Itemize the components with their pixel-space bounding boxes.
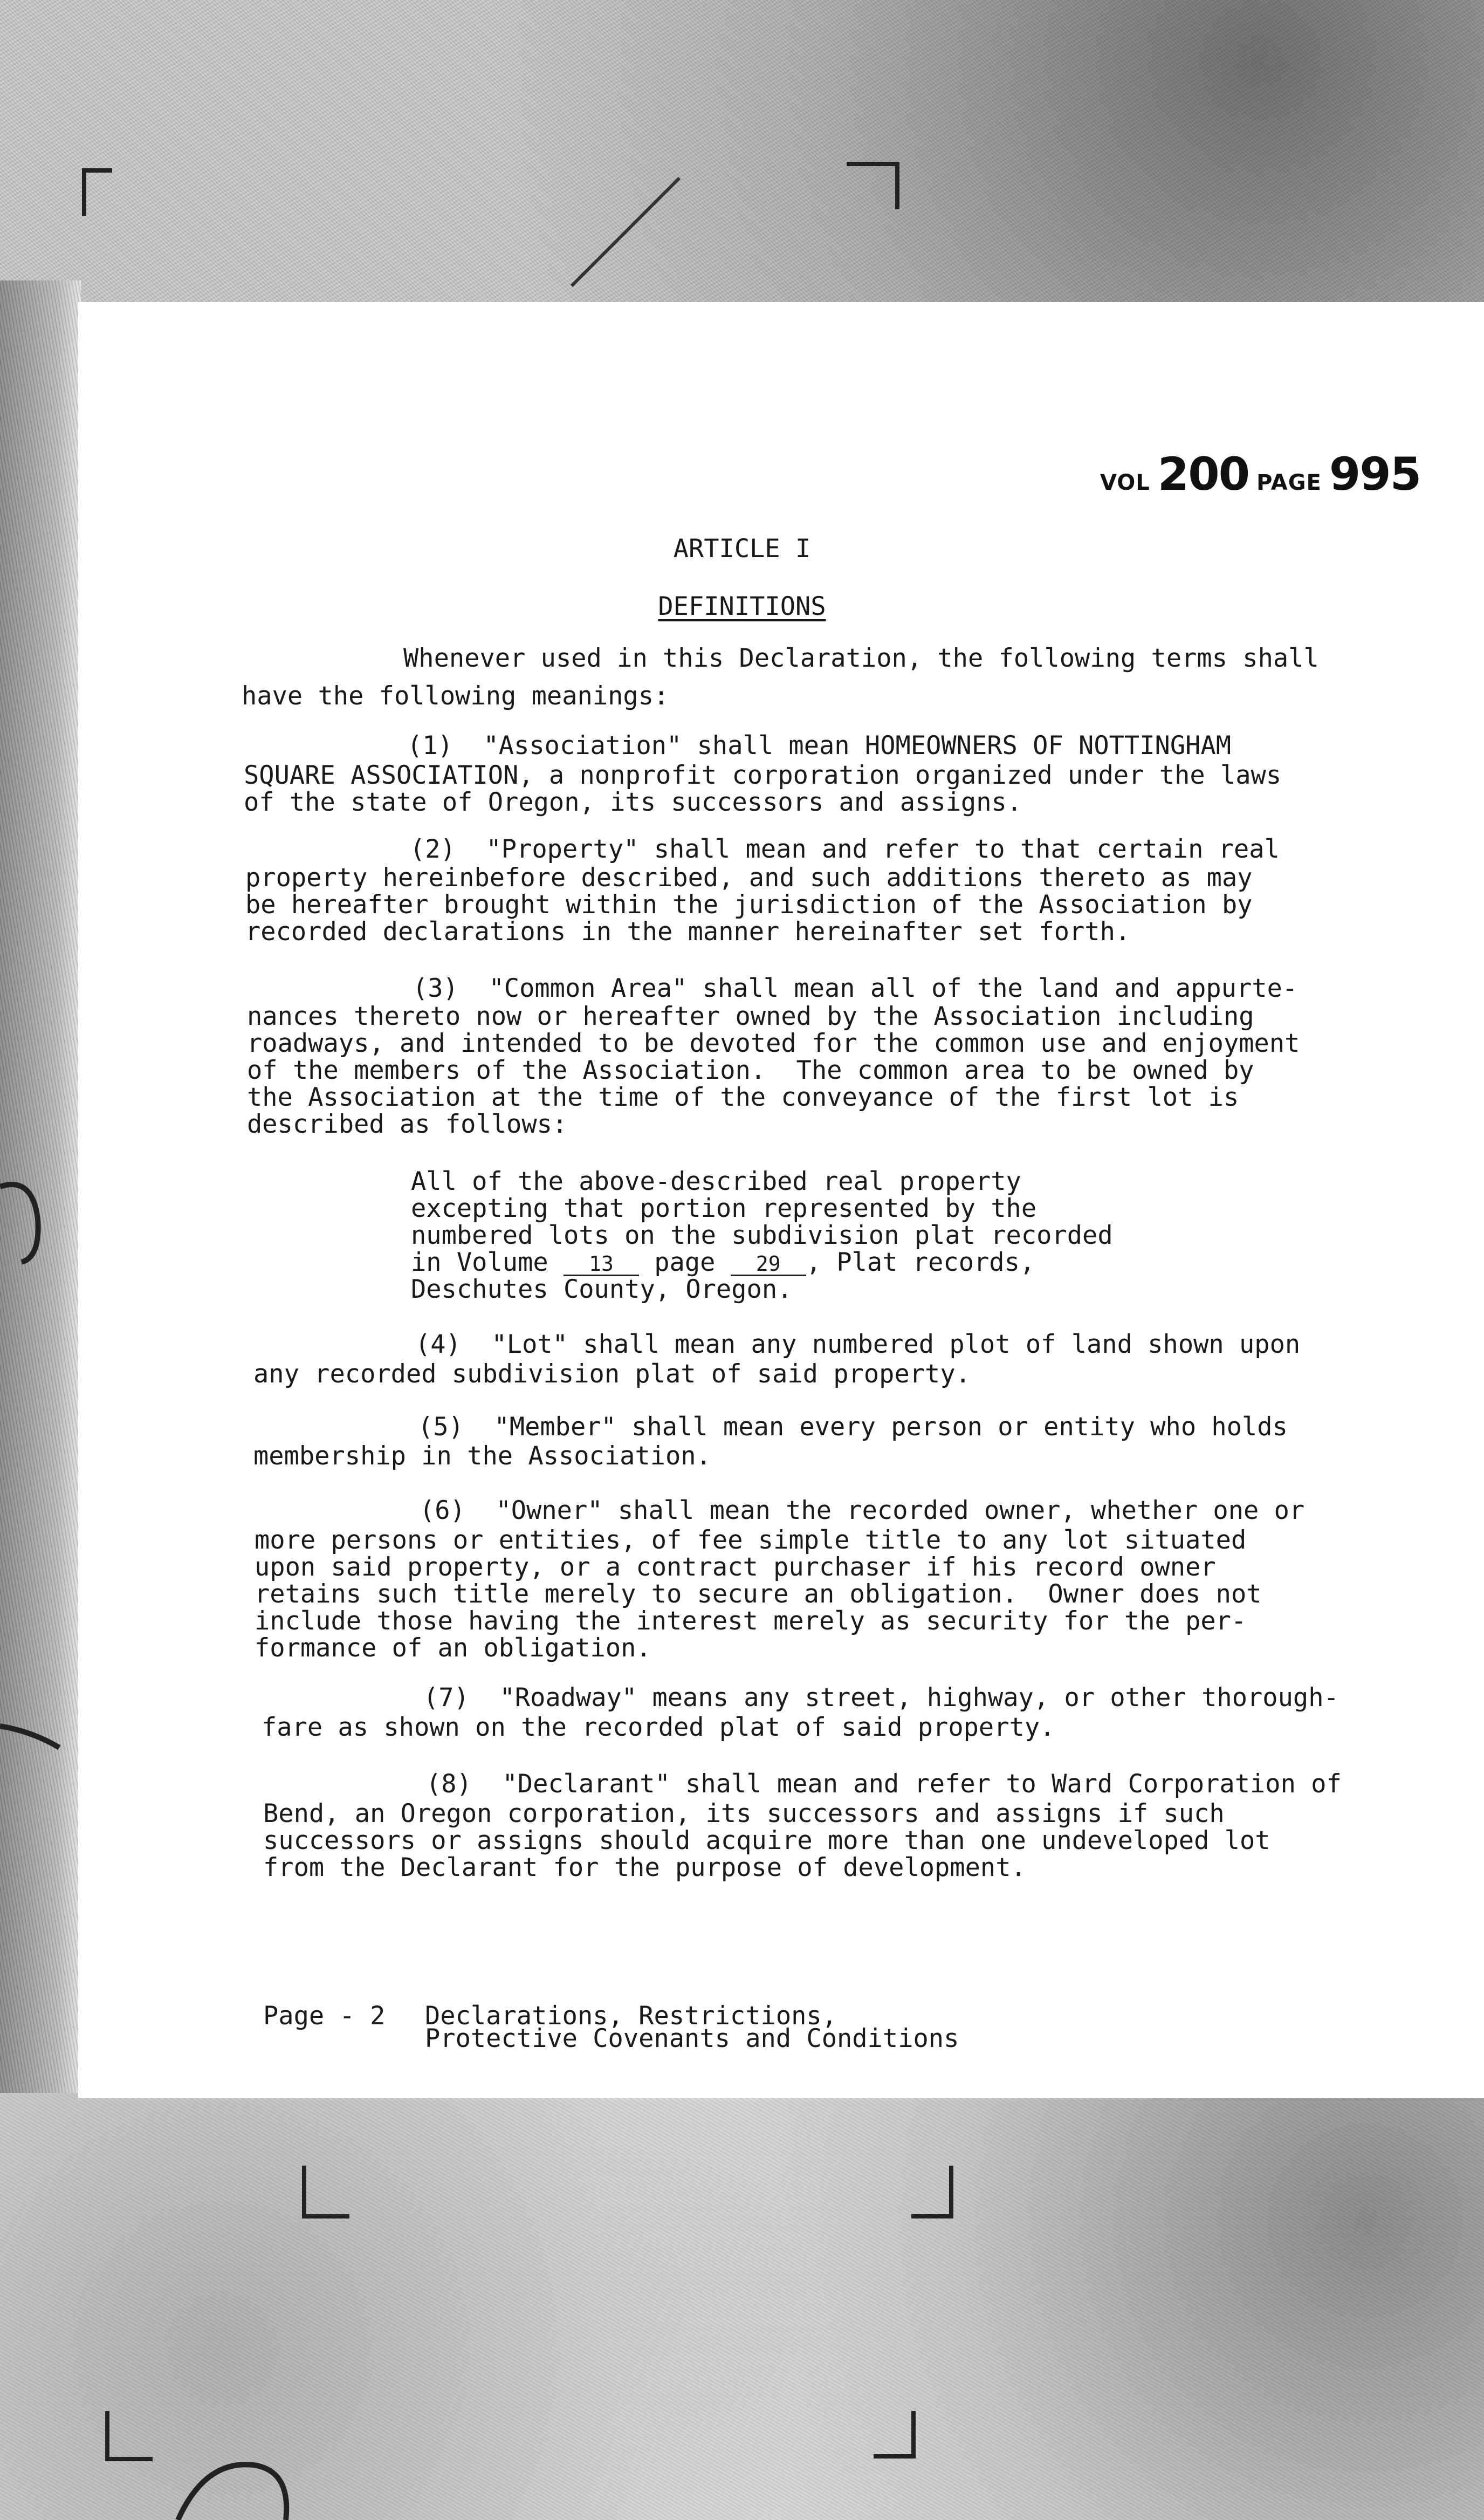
- legal-description-line-3: numbered lots on the subdivision plat recorded: [411, 1221, 1113, 1250]
- definition-3-line-5: the Association at the time of the conveyance of the first lot is: [247, 1083, 1239, 1112]
- definition-7-line-1: (7) "Roadway" means any street, highway, or other thorough-: [423, 1683, 1339, 1713]
- footer-title-line-1: Declarations, Restrictions,: [425, 2001, 837, 2031]
- pen-slash-mark: [572, 178, 679, 286]
- definition-1-line-2: SQUARE ASSOCIATION, a nonprofit corporation organized under the laws: [244, 761, 1282, 790]
- recording-stamp: [1100, 448, 1420, 507]
- margin-ink-mark: [0, 1184, 38, 1262]
- page-prefix: page: [638, 1248, 731, 1277]
- definition-1-line-3: of the state of Oregon, its successors and assigns.: [244, 788, 1022, 817]
- definition-5-line-2: membership in the Association.: [253, 1441, 711, 1471]
- definition-1-line-1: (1) "Association" shall mean HOMEOWNERS OF NOTTINGHAM: [407, 731, 1232, 761]
- stamp-page-number: 995: [1329, 448, 1421, 501]
- definition-8-line-3: successors or assigns should acquire more than one undeveloped lot: [263, 1826, 1270, 1855]
- article-title: ARTICLE I: [673, 534, 811, 564]
- volume-prefix: in Volume: [411, 1248, 564, 1277]
- definition-2-line-2: property hereinbefore described, and such additions thereto as may: [245, 863, 1253, 893]
- definition-2-line-3: be hereafter brought within the jurisdiction of the Association by: [245, 890, 1253, 920]
- definition-6-line-1: (6) "Owner" shall mean the recorded owner, whether one or: [420, 1496, 1305, 1525]
- definition-4-line-2: any recorded subdivision plat of said property.: [253, 1359, 971, 1389]
- definition-2-line-1: (2) "Property" shall mean and refer to that certain real: [410, 834, 1280, 864]
- definition-8-line-2: Bend, an Oregon corporation, its successors and assigns if such: [263, 1799, 1225, 1829]
- intro-line-1: Whenever used in this Declaration, the following terms shall: [403, 643, 1319, 673]
- definition-3-line-1: (3) "Common Area" shall mean all of the land and appurte-: [413, 974, 1298, 1003]
- legal-description-line-2: excepting that portion represented by the: [411, 1194, 1037, 1223]
- legal-description-county: Deschutes County, Oregon.: [411, 1275, 793, 1304]
- definition-3-line-2: nances thereto now or hereafter owned by the Association including: [247, 1002, 1254, 1031]
- definition-3-line-3: roadways, and intended to be devoted for the common use and enjoyment: [247, 1029, 1300, 1058]
- volume-suffix: , Plat records,: [806, 1248, 1035, 1277]
- definition-8-line-4: from the Declarant for the purpose of development.: [263, 1853, 1026, 1882]
- hole-punch-curve: [178, 2464, 286, 2520]
- page-number: 29: [731, 1253, 806, 1276]
- definition-5-line-1: (5) "Member" shall mean every person or entity who holds: [418, 1412, 1288, 1442]
- definition-6-line-4: retains such title merely to secure an obligation. Owner does not: [255, 1579, 1262, 1609]
- definition-3-line-6: described as follows:: [247, 1110, 568, 1139]
- definition-8-line-1: (8) "Declarant" shall mean and refer to Ward Corporation of: [426, 1769, 1342, 1799]
- stamp-volume-number: 200: [1157, 448, 1249, 501]
- definition-7-line-2: fare as shown on the recorded plat of said property.: [262, 1713, 1055, 1742]
- definition-6-line-6: formance of an obligation.: [255, 1633, 651, 1663]
- legal-description-volume-line: [411, 1248, 1035, 1278]
- definition-6-line-5: include those having the interest merely as security for the per-: [255, 1606, 1247, 1636]
- stamp-vol-label: VOL: [1100, 470, 1150, 495]
- margin-ink-stroke: [0, 1726, 59, 1748]
- footer-title-line-2: Protective Covenants and Conditions: [425, 2024, 959, 2053]
- definition-3-line-4: of the members of the Association. The common area to be owned by: [247, 1056, 1254, 1085]
- stamp-page-label: PAGE: [1256, 470, 1322, 495]
- volume-number: 13: [564, 1253, 639, 1276]
- intro-line-2: have the following meanings:: [242, 681, 669, 711]
- definition-6-line-2: more persons or entities, of fee simple title to any lot situated: [255, 1525, 1247, 1555]
- definition-6-line-3: upon said property, or a contract purchaser if his record owner: [255, 1552, 1216, 1582]
- definition-4-line-1: (4) "Lot" shall mean any numbered plot of land shown upon: [415, 1330, 1301, 1359]
- legal-description-line-1: All of the above-described real property: [411, 1167, 1021, 1196]
- definition-2-line-4: recorded declarations in the manner hereinafter set forth.: [245, 917, 1131, 947]
- section-heading: DEFINITIONS: [658, 592, 826, 621]
- footer-page-label: Page - 2: [263, 2001, 386, 2031]
